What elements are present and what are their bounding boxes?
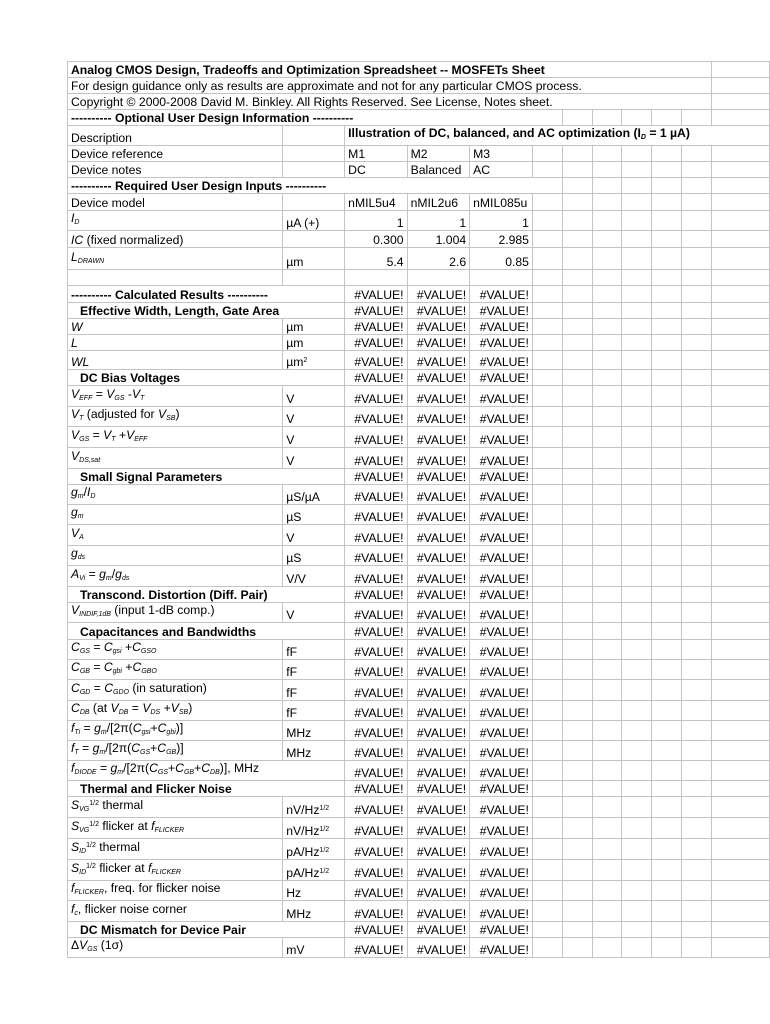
row-vgs-label[interactable]: $V_{GS} = V_T +V_{EFF}$	[68, 427, 283, 448]
value-cell[interactable]: #VALUE!	[470, 761, 533, 781]
value-cell[interactable]: #VALUE!	[470, 546, 533, 566]
l-value[interactable]: 0.85	[470, 248, 533, 270]
row-gm-label[interactable]: $g_m$	[68, 505, 283, 525]
row-fti-unit[interactable]: MHz	[283, 721, 345, 741]
value-cell[interactable]: #VALUE!	[407, 319, 470, 335]
section-distortion-label[interactable]: Transcond. Distortion (Diff. Pair)	[68, 587, 283, 603]
row-va-label[interactable]: $V_A$	[68, 525, 283, 546]
row-vgs-unit[interactable]: V	[283, 427, 345, 448]
row-wl-unit[interactable]: µm$^2$	[283, 351, 345, 370]
row-ft-label[interactable]: $f_T = g_m/[2\pi(C_{GS}+C_{GB})]$	[68, 741, 283, 761]
row-avi	[68, 566, 770, 587]
value-cell[interactable]: #VALUE!	[345, 881, 407, 901]
value-cell[interactable]: #VALUE!	[470, 587, 533, 603]
device-model[interactable]: nMIL085u	[470, 194, 533, 211]
row-l-unit[interactable]: µm	[283, 335, 345, 351]
value-cell[interactable]: #VALUE!	[470, 370, 533, 386]
row-vdssat	[68, 448, 770, 469]
row-fflicker	[68, 881, 770, 901]
device-model[interactable]: nMIL2u6	[407, 194, 470, 211]
row-vt-unit[interactable]: V	[283, 407, 345, 427]
row-veff-label[interactable]: $V_{EFF} = V_{GS}$ $-V_T$	[68, 386, 283, 407]
value-cell[interactable]: #VALUE!	[470, 938, 533, 958]
value-cell[interactable]: #VALUE!	[470, 485, 533, 505]
value-cell[interactable]: #VALUE!	[345, 839, 407, 860]
row-cgd-unit[interactable]: fF	[283, 680, 345, 701]
value-cell[interactable]: #VALUE!	[345, 603, 407, 623]
section-width	[68, 303, 770, 319]
value-cell[interactable]: #VALUE!	[407, 587, 470, 603]
l-value[interactable]: 5.4	[345, 248, 407, 270]
value-cell[interactable]: #VALUE!	[407, 566, 470, 587]
row-cgd	[68, 680, 770, 701]
value-cell[interactable]: #VALUE!	[407, 505, 470, 525]
section-small-signal-unit[interactable]	[283, 469, 345, 485]
row-fflicker-unit[interactable]: Hz	[283, 881, 345, 901]
row-fti	[68, 721, 770, 741]
l-unit[interactable]: µm	[283, 248, 345, 270]
device-model-label[interactable]: Device model	[68, 194, 283, 211]
value-cell[interactable]: #VALUE!	[470, 680, 533, 701]
value-cell[interactable]: #VALUE!	[470, 286, 533, 303]
row-dvgs-label[interactable]: $\Delta V_{GS}$ (1σ)	[68, 938, 283, 958]
guidance-note[interactable]: For design guidance only as results are approximate and not for any particular CMOS process.	[68, 78, 712, 94]
row-cgs-unit[interactable]: fF	[283, 640, 345, 660]
value-cell[interactable]: #VALUE!	[407, 721, 470, 741]
row-ft-unit[interactable]: MHz	[283, 741, 345, 761]
value-cell[interactable]: #VALUE!	[345, 587, 407, 603]
row-cdb-unit[interactable]: fF	[283, 701, 345, 721]
row-avi-unit[interactable]: V/V	[283, 566, 345, 587]
illustration-caption[interactable]: Illustration of DC, balanced, and AC optimization ($I_D = 1$ µA)	[345, 126, 770, 146]
copyright-note[interactable]: Copyright © 2000-2008 David M. Binkley. All Rights Reserved. See License, Notes sheet.	[68, 94, 712, 110]
value-cell[interactable]: #VALUE!	[345, 370, 407, 386]
value-cell[interactable]: #VALUE!	[407, 546, 470, 566]
row-gm-id-unit[interactable]: µS/µA	[283, 485, 345, 505]
value-cell[interactable]: #VALUE!	[470, 427, 533, 448]
value-cell[interactable]: #VALUE!	[345, 922, 407, 938]
id-label[interactable]: $I_D$	[68, 211, 283, 231]
optional-section-heading[interactable]: ---------- Optional User Design Information ----------	[68, 110, 533, 126]
spreadsheet	[67, 61, 770, 958]
row-gm-id-label[interactable]: $g_m/I_D$	[68, 485, 283, 505]
row-fc-label[interactable]: $f_c$, flicker noise corner	[68, 901, 283, 922]
value-cell[interactable]: #VALUE!	[470, 721, 533, 741]
row-vindif-label[interactable]: $V_{INDIF,1dB}$ (input 1-dB comp.)	[68, 603, 283, 623]
value-cell[interactable]: #VALUE!	[345, 485, 407, 505]
value-cell[interactable]: #VALUE!	[407, 603, 470, 623]
device-ref[interactable]: M1	[345, 146, 407, 162]
section-mismatch-unit[interactable]	[283, 922, 345, 938]
section-capacitance-unit[interactable]	[283, 623, 345, 640]
value-cell[interactable]: #VALUE!	[407, 303, 470, 319]
row-cdb-label[interactable]: $C_{DB}$ (at $V_{DB} = V_{DS} +V_{SB}$)	[68, 701, 283, 721]
value-cell[interactable]: #VALUE!	[470, 603, 533, 623]
section-mismatch-label[interactable]: DC Mismatch for Device Pair	[68, 922, 283, 938]
row-veff-unit[interactable]: V	[283, 386, 345, 407]
section-width-unit[interactable]	[283, 303, 345, 319]
device-ref[interactable]: M2	[407, 146, 470, 162]
value-cell[interactable]: #VALUE!	[345, 286, 407, 303]
row-cgb-label[interactable]: $C_{GB} = C_{gbi} +C_{GBO}$	[68, 660, 283, 680]
value-cell[interactable]: #VALUE!	[345, 781, 407, 797]
value-cell[interactable]: #VALUE!	[345, 818, 407, 839]
value-cell[interactable]: #VALUE!	[345, 351, 407, 370]
row-svg-thermal-unit[interactable]: $nV/Hz^{1/2}$	[283, 797, 345, 818]
id-unit[interactable]: µA (+)	[283, 211, 345, 231]
device-model[interactable]: nMIL5u4	[345, 194, 407, 211]
value-cell[interactable]: #VALUE!	[407, 469, 470, 485]
value-cell[interactable]: #VALUE!	[470, 623, 533, 640]
row-gds-unit[interactable]: µS	[283, 546, 345, 566]
value-cell[interactable]: #VALUE!	[407, 860, 470, 881]
section-dc	[68, 370, 770, 386]
value-cell[interactable]: #VALUE!	[470, 701, 533, 721]
row-fdiode	[68, 761, 770, 781]
section-distortion	[68, 587, 770, 603]
value-cell[interactable]: #VALUE!	[407, 286, 470, 303]
value-cell[interactable]: #VALUE!	[470, 741, 533, 761]
section-noise	[68, 781, 770, 797]
value-cell[interactable]: #VALUE!	[407, 680, 470, 701]
value-cell[interactable]: #VALUE!	[407, 938, 470, 958]
row-w-label[interactable]: W	[68, 319, 283, 335]
row-gm-unit[interactable]: µS	[283, 505, 345, 525]
value-cell[interactable]: #VALUE!	[407, 351, 470, 370]
value-cell[interactable]: #VALUE!	[345, 901, 407, 922]
row-w-unit[interactable]: µm	[283, 319, 345, 335]
l-drawn-label[interactable]: $L_{DRAWN}$	[68, 248, 283, 270]
value-cell[interactable]: #VALUE!	[407, 623, 470, 640]
value-cell[interactable]: #VALUE!	[470, 901, 533, 922]
value-cell[interactable]: #VALUE!	[470, 335, 533, 351]
section-small-signal-label[interactable]: Small Signal Parameters	[68, 469, 283, 485]
sheet-title[interactable]: Analog CMOS Design, Tradeoffs and Optimization Spreadsheet -- MOSFETs Sheet	[68, 62, 712, 78]
value-cell[interactable]: #VALUE!	[407, 525, 470, 546]
value-cell[interactable]: #VALUE!	[345, 335, 407, 351]
value-cell[interactable]: #VALUE!	[470, 922, 533, 938]
section-capacitance-label[interactable]: Capacitances and Bandwidths	[68, 623, 283, 640]
row-vgs	[68, 427, 770, 448]
row-svg-flicker-label[interactable]: $S_{VG}^{1/2}$ flicker at $f_{FLICKER}$	[68, 818, 283, 839]
row-dvgs-unit[interactable]: mV	[283, 938, 345, 958]
value-cell[interactable]: #VALUE!	[407, 448, 470, 469]
value-cell[interactable]: #VALUE!	[470, 881, 533, 901]
row-fti-label[interactable]: $f_{Ti} = g_m/[2\pi(C_{gsi}+C_{gbi})]$	[68, 721, 283, 741]
value-cell[interactable]: #VALUE!	[407, 922, 470, 938]
value-cell[interactable]: #VALUE!	[345, 386, 407, 407]
row-avi-label[interactable]: $A_{Vi} = g_m/g_{ds}$	[68, 566, 283, 587]
section-width-label[interactable]: Effective Width, Length, Gate Area	[68, 303, 283, 319]
row-w	[68, 319, 770, 335]
value-cell[interactable]: #VALUE!	[407, 660, 470, 680]
ic-value[interactable]: 2.985	[470, 231, 533, 248]
row-cgb-unit[interactable]: fF	[283, 660, 345, 680]
section-dc-label[interactable]: DC Bias Voltages	[68, 370, 283, 386]
value-cell[interactable]: #VALUE!	[345, 761, 407, 781]
value-cell[interactable]: #VALUE!	[345, 546, 407, 566]
row-gds	[68, 546, 770, 566]
value-cell[interactable]: #VALUE!	[345, 721, 407, 741]
value-cell[interactable]: #VALUE!	[470, 525, 533, 546]
value-cell[interactable]: #VALUE!	[470, 505, 533, 525]
value-cell[interactable]: #VALUE!	[345, 660, 407, 680]
value-cell[interactable]: #VALUE!	[470, 407, 533, 427]
value-cell[interactable]: #VALUE!	[407, 427, 470, 448]
calculated-section-heading-unit[interactable]	[283, 286, 345, 303]
row-svg-thermal-label[interactable]: $S_{VG}^{1/2}$ thermal	[68, 797, 283, 818]
ic-value[interactable]: 1.004	[407, 231, 470, 248]
row-vindif-unit[interactable]: V	[283, 603, 345, 623]
value-cell[interactable]: #VALUE!	[345, 701, 407, 721]
value-cell[interactable]: #VALUE!	[345, 741, 407, 761]
row-veff	[68, 386, 770, 407]
row-sid-thermal-label[interactable]: $S_{ID}^{1/2}$ thermal	[68, 839, 283, 860]
row-wl-label[interactable]: WL	[68, 351, 283, 370]
section-small-signal	[68, 469, 770, 485]
value-cell[interactable]: #VALUE!	[345, 319, 407, 335]
row-l-label[interactable]: L	[68, 335, 283, 351]
ic-label[interactable]: IC (fixed normalized)	[68, 231, 283, 248]
ic-value[interactable]: 0.300	[345, 231, 407, 248]
row-va-unit[interactable]: V	[283, 525, 345, 546]
row-cdb	[68, 701, 770, 721]
device-note[interactable]: AC	[470, 162, 533, 178]
value-cell[interactable]: #VALUE!	[407, 881, 470, 901]
value-cell[interactable]: #VALUE!	[407, 370, 470, 386]
value-cell[interactable]: #VALUE!	[407, 741, 470, 761]
row-sid-flicker-unit[interactable]: $pA/Hz^{1/2}$	[283, 860, 345, 881]
row-gds-label[interactable]: $g_{ds}$	[68, 546, 283, 566]
row-va	[68, 525, 770, 546]
row-svg-flicker	[68, 818, 770, 839]
row-svg-flicker-unit[interactable]: $nV/Hz^{1/2}$	[283, 818, 345, 839]
value-cell[interactable]: #VALUE!	[345, 407, 407, 427]
value-cell[interactable]: #VALUE!	[407, 335, 470, 351]
calculated-section-heading	[68, 286, 770, 303]
value-cell[interactable]: #VALUE!	[470, 818, 533, 839]
row-sid-flicker	[68, 860, 770, 881]
value-cell[interactable]: #VALUE!	[407, 761, 470, 781]
row-vt	[68, 407, 770, 427]
device-notes-label[interactable]: Device notes	[68, 162, 283, 178]
value-cell[interactable]: #VALUE!	[470, 319, 533, 335]
l-value[interactable]: 2.6	[407, 248, 470, 270]
value-cell[interactable]: #VALUE!	[407, 901, 470, 922]
value-cell[interactable]: #VALUE!	[345, 427, 407, 448]
device-note[interactable]: DC	[345, 162, 407, 178]
row-cgs	[68, 640, 770, 660]
row-sid-flicker-label[interactable]: $S_{ID}^{1/2}$ flicker at $f_{FLICKER}$	[68, 860, 283, 881]
value-cell[interactable]: #VALUE!	[345, 680, 407, 701]
row-cgs-label[interactable]: $C_{GS} = C_{gsi} +C_{GSO}$	[68, 640, 283, 660]
value-cell[interactable]: #VALUE!	[470, 839, 533, 860]
calculated-section-heading-label[interactable]: ---------- Calculated Results ----------	[68, 286, 283, 303]
row-svg-thermal	[68, 797, 770, 818]
value-cell[interactable]: #VALUE!	[345, 505, 407, 525]
row-wl	[68, 351, 770, 370]
row-fdiode-unit[interactable]	[283, 761, 345, 781]
value-cell[interactable]: #VALUE!	[345, 469, 407, 485]
value-cell[interactable]: #VALUE!	[407, 781, 470, 797]
value-cell[interactable]: #VALUE!	[407, 701, 470, 721]
value-cell[interactable]: #VALUE!	[407, 797, 470, 818]
required-section-heading[interactable]: ---------- Required User Design Inputs ----------	[68, 178, 533, 194]
value-cell[interactable]: #VALUE!	[345, 938, 407, 958]
row-gm	[68, 505, 770, 525]
value-cell[interactable]: #VALUE!	[470, 660, 533, 680]
row-vt-label[interactable]: $V_T$ (adjusted for $V_{SB}$)	[68, 407, 283, 427]
value-cell[interactable]: #VALUE!	[470, 860, 533, 881]
row-sid-thermal	[68, 839, 770, 860]
value-cell[interactable]: #VALUE!	[470, 469, 533, 485]
description-label[interactable]: Description	[68, 126, 283, 146]
row-fc	[68, 901, 770, 922]
section-dc-unit[interactable]	[283, 370, 345, 386]
value-cell[interactable]: #VALUE!	[470, 640, 533, 660]
section-noise-label[interactable]: Thermal and Flicker Noise	[68, 781, 283, 797]
row-vindif	[68, 603, 770, 623]
row-vdssat-label[interactable]: $V_{DS,sat}$	[68, 448, 283, 469]
value-cell[interactable]: #VALUE!	[407, 818, 470, 839]
id-value[interactable]: 1	[345, 211, 407, 231]
value-cell[interactable]: #VALUE!	[407, 386, 470, 407]
row-gm-id	[68, 485, 770, 505]
value-cell[interactable]: #VALUE!	[470, 566, 533, 587]
device-note[interactable]: Balanced	[407, 162, 470, 178]
id-value[interactable]: 1	[407, 211, 470, 231]
row-ft	[68, 741, 770, 761]
value-cell[interactable]: #VALUE!	[470, 448, 533, 469]
section-capacitance	[68, 623, 770, 640]
value-cell[interactable]: #VALUE!	[470, 797, 533, 818]
row-fdiode-label[interactable]: $f_{DIODE} = g_m/[2\pi(C_{GS}+C_{GB}+C_{DB})]$, MHz	[68, 761, 283, 781]
value-cell[interactable]: #VALUE!	[470, 303, 533, 319]
row-dvgs	[68, 938, 770, 958]
row-l	[68, 335, 770, 351]
section-mismatch	[68, 922, 770, 938]
value-cell[interactable]: #VALUE!	[345, 860, 407, 881]
device-ref[interactable]: M3	[470, 146, 533, 162]
device-reference-label[interactable]: Device reference	[68, 146, 283, 162]
value-cell[interactable]: #VALUE!	[470, 351, 533, 370]
value-cell[interactable]: #VALUE!	[345, 640, 407, 660]
row-fflicker-label[interactable]: $f_{FLICKER}$, freq. for flicker noise	[68, 881, 283, 901]
section-distortion-unit[interactable]	[283, 587, 345, 603]
value-cell[interactable]: #VALUE!	[407, 640, 470, 660]
section-noise-unit[interactable]	[283, 781, 345, 797]
value-cell[interactable]: #VALUE!	[345, 448, 407, 469]
value-cell[interactable]: #VALUE!	[470, 781, 533, 797]
value-cell[interactable]: #VALUE!	[345, 623, 407, 640]
row-sid-thermal-unit[interactable]: $pA/Hz^{1/2}$	[283, 839, 345, 860]
row-cgb	[68, 660, 770, 680]
value-cell[interactable]: #VALUE!	[345, 303, 407, 319]
row-fc-unit[interactable]: MHz	[283, 901, 345, 922]
value-cell[interactable]: #VALUE!	[407, 407, 470, 427]
row-vdssat-unit[interactable]: V	[283, 448, 345, 469]
value-cell[interactable]: #VALUE!	[407, 485, 470, 505]
row-cgd-label[interactable]: $C_{GD} = C_{GDO}$ (in saturation)	[68, 680, 283, 701]
value-cell[interactable]: #VALUE!	[345, 566, 407, 587]
value-cell[interactable]: #VALUE!	[407, 839, 470, 860]
id-value[interactable]: 1	[470, 211, 533, 231]
value-cell[interactable]: #VALUE!	[470, 386, 533, 407]
value-cell[interactable]: #VALUE!	[345, 797, 407, 818]
value-cell[interactable]: #VALUE!	[345, 525, 407, 546]
